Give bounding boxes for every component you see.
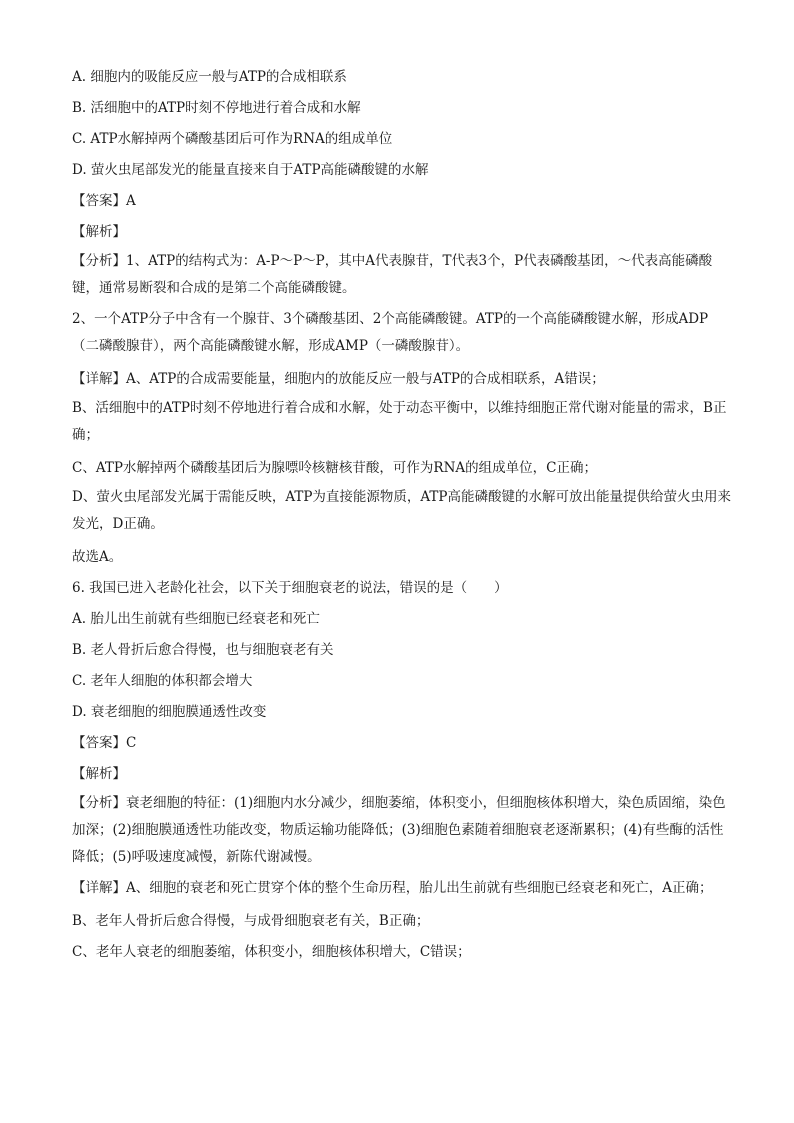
q6-option-d: D. 衰老细胞的细胞膜通透性改变 bbox=[72, 704, 267, 720]
q6-analysis-label: 【解析】 bbox=[72, 766, 126, 782]
q5-detail-d: D、萤火虫尾部发光属于需能反映，ATP为直接能源物质，ATP高能磷酸键的水解可放出能量提供给萤火虫用来发光，D正确。 bbox=[72, 489, 732, 532]
q5-analysis-label: 【解析】 bbox=[72, 224, 126, 240]
q5-answer: 【答案】A bbox=[72, 193, 136, 209]
document-page bbox=[72, 62, 732, 968]
q5-option-b: B. 活细胞中的ATP时刻不停地进行着合成和水解 bbox=[72, 100, 361, 116]
q5-detail-c: C、ATP水解掉两个磷酸基团后为腺嘌呤核糖核苷酸，可作为RNA的组成单位，C正确； bbox=[72, 460, 597, 476]
q6-analysis: 【分析】衰老细胞的特征：(1)细胞内水分减少，细胞萎缩，体积变小，但细胞核体积增大，染色质固缩，染色加深；(2)细胞膜通透性功能改变，物质运输功能降低；(3)细胞色素随着细胞衰老逐渐累积；(4)有些酶的活性降低；(5)呼吸速度减慢，新陈代谢减慢。 bbox=[72, 795, 726, 865]
q5-detail-b: B、活细胞中的ATP时刻不停地进行着合成和水解，处于动态平衡中，以维持细胞正常代谢对能量的需求，B正确； bbox=[72, 400, 727, 443]
q5-analysis-part-1: 【分析】1、ATP的结构式为：A-P～P～P，其中A代表腺苷，T代表3个，P代表磷酸基团，～代表高能磷酸键，通常易断裂和合成的是第二个高能磷酸键。 bbox=[72, 253, 713, 296]
q5-analysis-part-2: 2、一个ATP分子中含有一个腺苷、3个磷酸基团、2个高能磷酸键。ATP的一个高能磷酸键水解，形成ADP（二磷酸腺苷），两个高能磷酸键水解，形成AMP（一磷酸腺苷）。 bbox=[72, 311, 709, 354]
q6-option-b: B. 老人骨折后愈合得慢，也与细胞衰老有关 bbox=[72, 642, 334, 658]
q6-detail-c: C、老年人衰老的细胞萎缩，体积变小，细胞核体积增大，C错误； bbox=[72, 944, 471, 960]
q6-detail-a: 【详解】A、细胞的衰老和死亡贯穿个体的整个生命历程，胎儿出生前就有些细胞已经衰老和死亡，A正确； bbox=[72, 880, 713, 896]
q6-detail-b: B、老年人骨折后愈合得慢，与成骨细胞衰老有关，B正确； bbox=[72, 913, 430, 929]
q6-option-a: A. 胎儿出生前就有些细胞已经衰老和死亡 bbox=[72, 611, 320, 627]
q5-option-d: D. 萤火虫尾部发光的能量直接来自于ATP高能磷酸键的水解 bbox=[72, 162, 429, 178]
q5-conclusion: 故选A。 bbox=[72, 549, 123, 565]
q6-stem: 6. 我国已进入老龄化社会，以下关于细胞衰老的说法，错误的是（ ） bbox=[72, 580, 508, 596]
q5-option-c: C. ATP水解掉两个磷酸基团后可作为RNA的组成单位 bbox=[72, 131, 393, 147]
q6-option-c: C. 老年人细胞的体积都会增大 bbox=[72, 673, 253, 689]
q6-answer: 【答案】C bbox=[72, 735, 137, 751]
q5-detail-a: 【详解】A、ATP的合成需要能量，细胞内的放能反应一般与ATP的合成相联系，A错误； bbox=[72, 371, 605, 387]
q5-option-a: A. 细胞内的吸能反应一般与ATP的合成相联系 bbox=[72, 69, 347, 85]
